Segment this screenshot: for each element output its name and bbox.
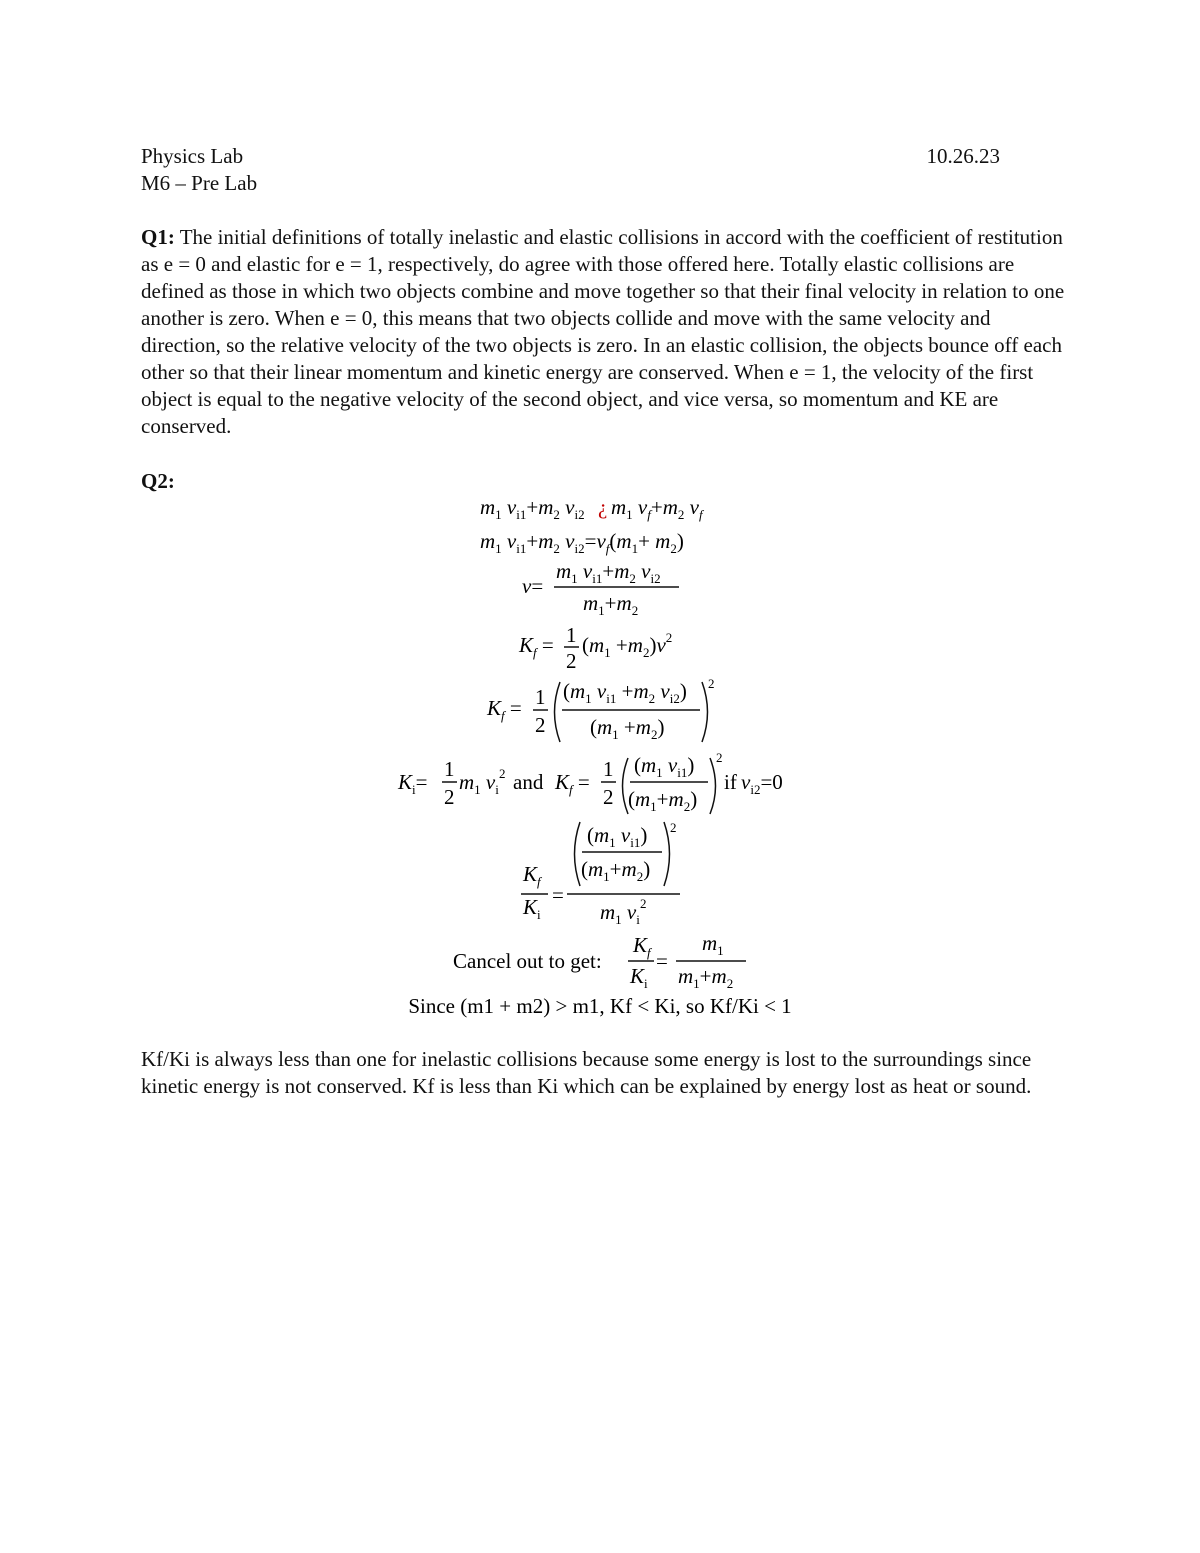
cancel-text: Cancel out to get:	[453, 949, 602, 973]
if-word: if	[724, 770, 737, 794]
svg-text:Ki: $K_i$	[523, 895, 541, 922]
svg-text:1: 1	[566, 623, 577, 647]
q2-conclusion: Kf/Ki is always less than one for inelastic collisions because some energy is lost to the surroundings since kinetic energy is not conserved. Kf is less than Ki which can be explained by energy lost as heat or sound.	[141, 1047, 1032, 1098]
svg-text:2: 2	[603, 785, 614, 809]
q2-label: Q2:	[141, 469, 175, 493]
equation-kf-simple	[0, 620, 1200, 674]
glitch-char: ¿	[598, 495, 608, 519]
svg-text:Kf: $K_f$	[523, 862, 541, 889]
svg-text:(m1+m2): $(m_1+m_2)$	[628, 787, 698, 814]
and-word: and	[513, 770, 544, 794]
svg-text:m1+m2: $m_1+m_2$	[678, 964, 734, 991]
svg-text:=: =	[656, 949, 668, 973]
svg-text:m1 vf+m2 vf: $m_1$ $v_f+m_2$ $v_f$	[611, 495, 703, 522]
svg-text:Ki: $K_i$	[630, 964, 648, 991]
q1-label: Q1:	[141, 225, 175, 249]
equation-kf-full	[0, 674, 1200, 750]
svg-text:1: 1	[603, 757, 614, 781]
header-row	[141, 143, 1000, 170]
svg-text:m1 vi1+m2 vi2: $m_1$ $v_{i1}+m_2$ $v_{i2}$	[480, 495, 585, 522]
svg-text:2: 2	[535, 713, 546, 737]
since-text: Since (m1 + m2) > m1, Kf < Ki, so Kf/Ki < 1	[408, 994, 792, 1018]
svg-text:Kf: $K_f$	[633, 933, 651, 960]
equation-cancel	[0, 928, 1200, 990]
svg-text:m1 vi1+m2 vi2: $m_1$ $v_{i1}+m_2$ $v_{i2}$	[556, 559, 661, 586]
svg-text:2: 2	[566, 649, 577, 673]
svg-text:Ki=: $K_i=$	[398, 770, 428, 797]
svg-text:(m1 +m2)v2: $(m_1 +m_2)v^2$	[582, 630, 673, 660]
svg-text:m1 vi: $m_1$ $v_i$	[600, 900, 640, 927]
svg-text:=: =	[552, 883, 564, 907]
svg-text:2: 2	[670, 820, 677, 835]
svg-text:(m1 +m2): $(m_1 +m_2)$	[590, 715, 665, 742]
svg-text:2: 2	[640, 896, 647, 911]
equation-since	[0, 992, 1200, 1022]
equation-ki-kf	[0, 752, 1200, 816]
svg-text:m1 vi1+m2 vi2=vf(m1+ m2): $m_1$ $v_{i1}+m_2$ $v_{i2}=v_f(m_1+ m_2)$	[480, 529, 684, 556]
svg-text:vi2=0: $v_{i2}=0$	[741, 770, 783, 797]
equation-ratio	[0, 818, 1200, 928]
q1-paragraph	[141, 224, 1066, 440]
svg-text:2: 2	[708, 676, 715, 691]
svg-text:(m1 vi1): ($m_1$ $v_{i1}$)	[634, 753, 695, 780]
svg-text:2: 2	[444, 785, 455, 809]
equation-momentum	[0, 492, 1200, 526]
q1-text: The initial definitions of totally inelastic and elastic collisions in accord with the coefficient of restitution as e = 0 and elastic for e = 1, respectively, do agree with those offered here. Totally elastic collisions are defined as those in which two objects combine and move together so that their final velocity in relation to one another is zero. When e = 0, this means that two objects collide and move with the same velocity and direction, so the relative velocity of the two objects is zero. In an elastic collision, the objects bounce off each other so that their linear momentum and kinetic energy are conserved. When e = 1, the velocity of the first object is equal to the negative velocity of the second object, and vice versa, so momentum and KE are conserved.	[141, 225, 1065, 438]
equation-combined	[0, 526, 1200, 560]
doc-title: Physics Lab	[141, 144, 244, 168]
svg-text:2: 2	[499, 766, 506, 781]
svg-text:1: 1	[535, 685, 546, 709]
svg-text:(m1+m2): $(m_1+m_2)$	[581, 857, 651, 884]
svg-text:(m1 vi1 +m2 vi2): ($m_1$ $v_{i1} +m_2$ $v_{i2}$)	[563, 679, 687, 706]
svg-text:(m1 vi1): ($m_1$ $v_{i1}$)	[587, 823, 648, 850]
equation-velocity	[0, 560, 1200, 618]
doc-subtitle: M6 – Pre Lab	[141, 171, 258, 195]
svg-text:m1 vi: $m_1$ $v_i$	[459, 770, 499, 797]
svg-text:Kf =: $K_f$ =	[519, 633, 554, 660]
svg-text:m1+m2: $m_1+m_2$	[583, 591, 639, 618]
svg-text:Kf =: $K_f$ =	[487, 696, 522, 723]
svg-text:2: 2	[716, 750, 723, 765]
svg-text:Kf =: $K_f$ =	[555, 770, 590, 797]
svg-text:1: 1	[444, 757, 455, 781]
svg-text:v=: v=	[522, 574, 544, 598]
svg-text:m1: $m_1$	[702, 931, 724, 958]
doc-date: 10.26.23	[926, 144, 1000, 168]
